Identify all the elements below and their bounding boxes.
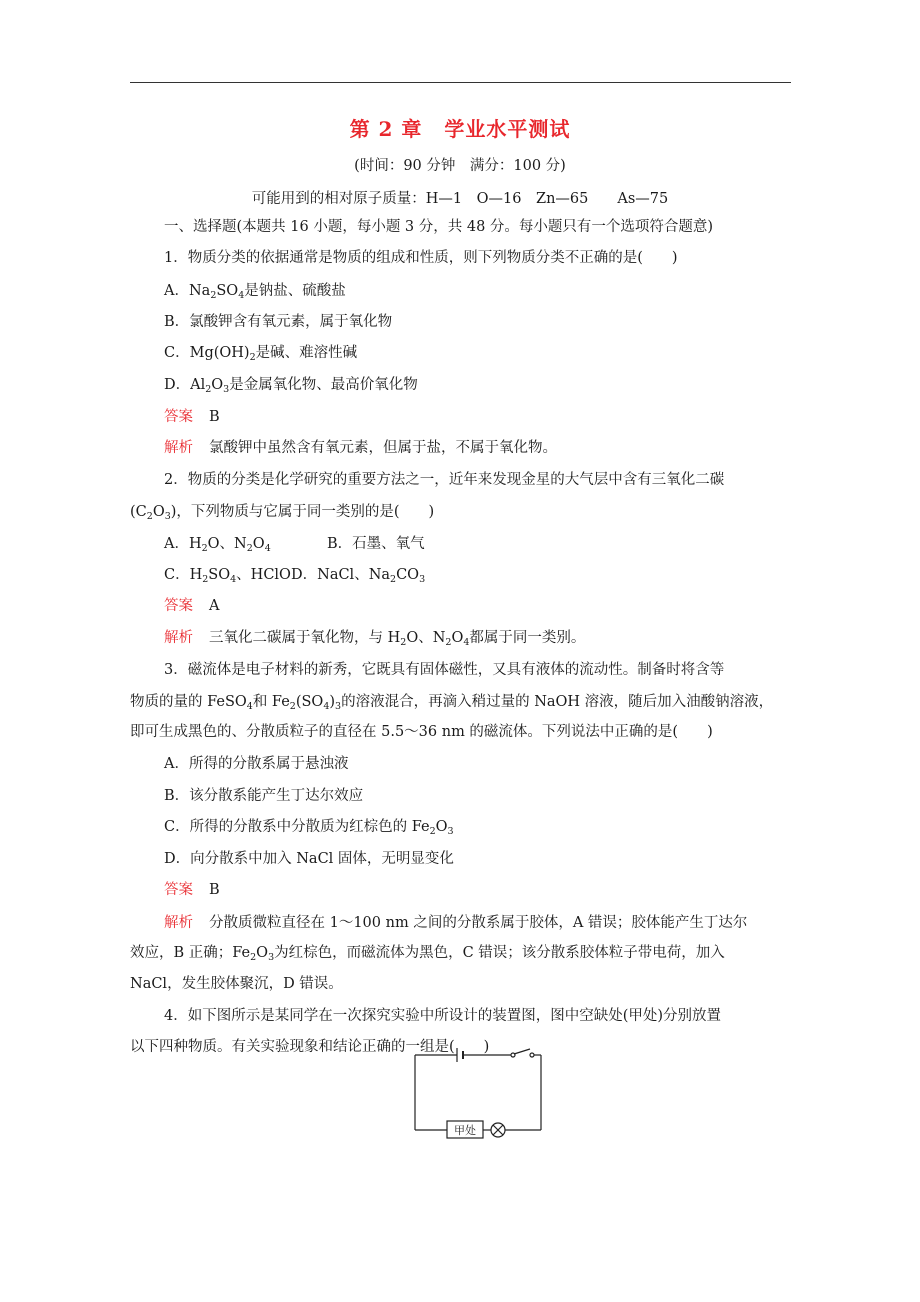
q2-stem-line1: 2．物质的分类是化学研究的重要方法之一，近年来发现金星的大气层中含有三氧化二碳 [164,472,725,488]
q1-option-d: D．$Al_2O_3$是金属氧化物、最高价氧化物 [164,377,418,395]
q3-analysis-line2: 效应，B 正确；$Fe_2O_3$为红棕色，而磁流体为黑色，C 错误；该分散系胶体粒子带电荷，加入 [130,945,725,963]
section-heading: 一、选择题(本题共 16 小题，每小题 3 分，共 48 分。每小题只有一个选项符合题意) [164,219,714,235]
time-info: (时间：90 分钟 满分：100 分) [354,158,566,174]
q4-stem-line1: 4．如下图所示是某同学在一次探究实验中所设计的装置图，图中空缺处(甲处)分别放置 [164,1008,722,1024]
q3-analysis-line3: NaCl，发生胶体聚沉，D 错误。 [130,976,343,992]
q2-option-d: D．NaCl、$Na_2CO_3$ [291,567,426,585]
header-rule [130,82,791,83]
q1-option-a: A．$Na_2SO_4$是钠盐、硫酸盐 [164,283,346,301]
circuit-diagram [410,1045,545,1141]
q1-stem: 1．物质分类的依据通常是物质的组成和性质，则下列物质分类不正确的是( ) [164,250,678,266]
title-main: 学业水平测试 [444,117,571,141]
q2-option-c: C．$H_2SO_4$、HClO [164,567,291,585]
title-chapter: 第 2 章 [349,117,423,141]
q3-stem-line3: 即可生成黑色的、分散质粒子的直径在 5.5～36 nm 的磁流体。下列说法中正确的是( ) [130,724,713,740]
atomic-mass-info: 可能用到的相对原子质量：H—1 O—16 Zn—65 As—75 [251,191,669,207]
q3-stem-line2: 物质的量的 FeSO$_4$和 $Fe_2(SO_4)_3$的溶液混合，再滴入稍过量的 NaOH 溶液，随后加入油酸钠溶液， [130,694,774,712]
q3-option-c: C．所得的分散系中分散质为红棕色的 $Fe_2O_3$ [164,819,454,837]
q4-stem-line2: 以下四种物质。有关实验现象和结论正确的一组是( ) [130,1039,490,1055]
jia-chu-label: 甲处 [454,1124,476,1137]
q2-option-b: B．石墨、氧气 [327,536,425,552]
q3-analysis-line1: 解析 分散质微粒直径在 1～100 nm 之间的分散系属于胶体，A 错误；胶体能产生丁达尔 [164,915,748,931]
page-title [0,113,920,142]
q1-answer: 答案 B [164,409,220,425]
q3-stem-line1: 3．磁流体是电子材料的新秀，它既具有固体磁性，又具有液体的流动性。制备时将含等 [164,662,725,678]
q3-answer: 答案 B [164,882,220,898]
switch-lever [514,1049,530,1054]
q2-option-a: A．$H_2O$、$N_2O_4$ [164,536,271,554]
q1-analysis: 解析 氯酸钾中虽然含有氧元素，但属于盐，不属于氧化物。 [164,440,557,456]
q1-option-c: C．$Mg(OH)_2$是碱、难溶性碱 [164,345,358,363]
q2-answer: 答案 A [164,598,220,614]
q2-analysis: 解析 三氧化二碳属于氧化物，与 $H_2O$、$N_2O_4$都属于同一类别。 [164,630,586,648]
q3-option-a: A．所得的分散系属于悬浊液 [164,756,349,772]
q2-stem-line2: $(C_2O_3)$，下列物质与它属于同一类别的是( ) [130,504,435,522]
switch-contact-right [530,1053,534,1057]
q3-option-b: B．该分散系能产生丁达尔效应 [164,788,364,804]
q3-option-d: D．向分散系中加入 NaCl 固体，无明显变化 [164,851,454,867]
q1-option-b: B．氯酸钾含有氧元素，属于氧化物 [164,314,393,330]
